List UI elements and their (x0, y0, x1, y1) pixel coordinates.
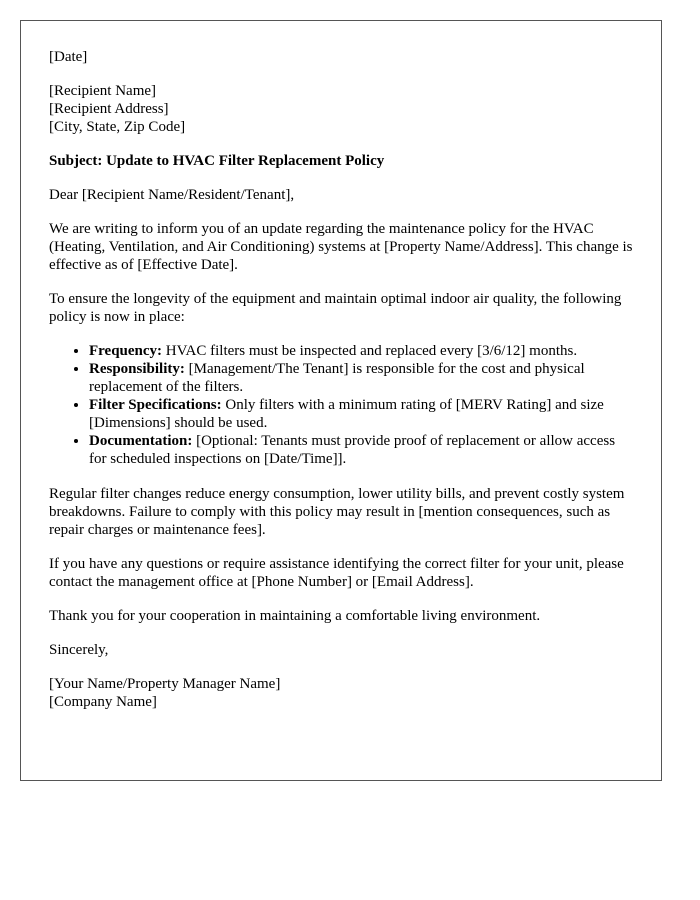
signature-name: [Your Name/Property Manager Name] (49, 676, 281, 692)
letter-date (49, 48, 633, 66)
policy-list (49, 342, 633, 468)
recipient-city-state-zip: [City, State, Zip Code] (49, 119, 186, 135)
date-text: [Date] (49, 49, 88, 65)
intro-paragraph: We are writing to inform you of an update regarding the maintenance policy for the HVAC (Heating, Ventilation, and Air Conditioning) systems at [Property Name/Address]. This change is effective as of [Effective Date]. (49, 221, 633, 273)
recipient-name: [Recipient Name] (49, 83, 157, 99)
closing: Sincerely, (49, 642, 109, 658)
policy-item-filter-specifications (89, 396, 633, 432)
policy-item-documentation (89, 432, 633, 468)
policy-item-label: Documentation: (89, 433, 193, 449)
policy-intro-paragraph: To ensure the longevity of the equipment and maintain optimal indoor air quality, the following policy is now in place: (49, 291, 622, 325)
policy-item-text: [Management/The Tenant] is responsible for the cost and physical replacement of the filters. (89, 361, 585, 395)
recipient-address: [Recipient Address] (49, 101, 169, 117)
contact-paragraph: If you have any questions or require assistance identifying the correct filter for your unit, please contact the management office at [Phone Number] or [Email Address]. (49, 556, 624, 590)
policy-item-text: Only filters with a minimum rating of [MERV Rating] and size [Dimensions] should be used. (89, 397, 604, 431)
greeting: Dear [Recipient Name/Resident/Tenant], (49, 187, 295, 203)
thanks-paragraph: Thank you for your cooperation in maintaining a comfortable living environment. (49, 608, 541, 624)
policy-item-label: Frequency: (89, 343, 163, 359)
policy-item-frequency (89, 342, 633, 360)
recipient-block (49, 82, 633, 136)
policy-item-text: [Optional: Tenants must provide proof of replacement or allow access for scheduled inspections on [Date/Time]]. (89, 433, 616, 467)
benefits-paragraph: Regular filter changes reduce energy consumption, lower utility bills, and prevent costly system breakdowns. Failure to comply with this policy may result in [mention consequences, such as repair charges or maintenance fees]. (49, 486, 625, 538)
subject-line: Subject: Update to HVAC Filter Replacement Policy (49, 153, 385, 169)
policy-item-responsibility (89, 360, 633, 396)
letter-page (20, 20, 662, 781)
signature-company: [Company Name] (49, 694, 157, 710)
policy-item-label: Responsibility: (89, 361, 185, 377)
policy-item-label: Filter Specifications: (89, 397, 222, 413)
policy-item-text: HVAC filters must be inspected and replaced every [3/6/12] months. (162, 343, 578, 359)
signature-block (49, 675, 633, 711)
